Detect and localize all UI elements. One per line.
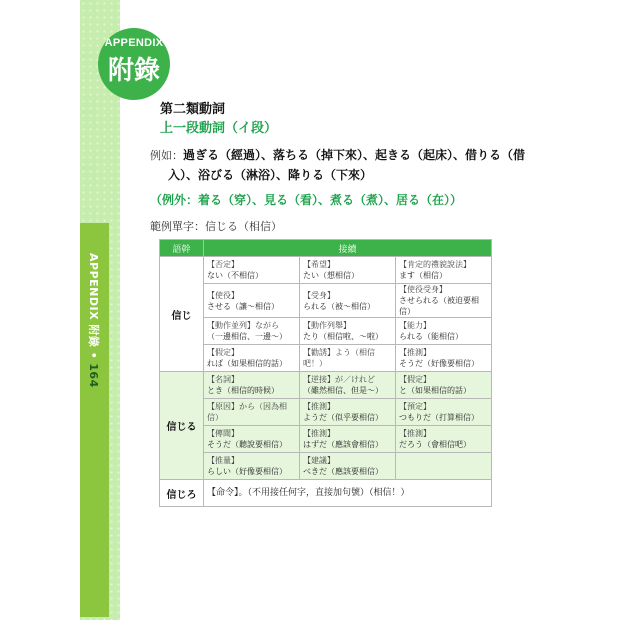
badge-top-text: APPENDIX [104, 37, 164, 49]
conjugation-label: 【建議】 [303, 456, 335, 465]
conjugation-label: 【原因】から（因為相信） [207, 402, 287, 422]
conjugation-label: 【推量】 [207, 456, 239, 465]
conjugation-cell [396, 399, 492, 426]
conjugation-value: そうだ（好像要相信） [399, 359, 479, 368]
conjugation-value: ようだ（似乎要相信） [303, 413, 383, 422]
conjugation-value: とき（相信的時候） [207, 386, 279, 395]
conjugation-value: だろう（會相信吧） [399, 440, 471, 449]
conjugation-cell [204, 345, 300, 372]
conjugation-label: 【希望】 [303, 260, 335, 269]
conjugation-value: そうだ（聽說要相信） [207, 440, 287, 449]
conjugation-value: れば（如果相信的話） [207, 359, 287, 368]
table-row [160, 399, 492, 426]
conjugation-value: たい（想相信） [303, 271, 359, 280]
table-row [160, 318, 492, 345]
conjugation-label: 【肯定的禮貌說法】 [399, 260, 471, 269]
command-cell: 【命令】。（不用接任何字，直接加句號）（相信！） [204, 480, 492, 507]
stem-cell: 信じろ [160, 480, 204, 507]
conjugation-cell [396, 345, 492, 372]
conjugation-cell [300, 284, 396, 318]
page-number: 164 [87, 363, 100, 388]
conjugation-label: 【推測】 [303, 402, 335, 411]
conjugation-label: 【動作並列】ながら [207, 321, 279, 330]
sample-word-line: 範例單字：信じる（相信） [150, 220, 282, 233]
conjugation-cell [396, 426, 492, 453]
conjugation-label: 【能力】 [399, 321, 431, 330]
conjugation-cell [300, 399, 396, 426]
conjugation-value: させる（讓～相信） [207, 301, 279, 311]
stem-cell: 信じる [160, 372, 204, 480]
appendix-badge [98, 28, 170, 100]
conjugation-label: 【逆接】が／けれど [303, 375, 375, 384]
table-row [160, 284, 492, 318]
stem-cell: 信じ [160, 257, 204, 372]
conjugation-value: と（如果相信的話） [399, 386, 471, 395]
table-row [160, 345, 492, 372]
conjugation-cell [204, 399, 300, 426]
table-row [160, 257, 492, 284]
table-row [160, 453, 492, 480]
header-connection: 接續 [204, 240, 492, 257]
conjugation-cell [396, 284, 492, 318]
conjugation-label: 【假定】 [207, 348, 239, 357]
header-stem: 語幹 [160, 240, 204, 257]
conjugation-label: 【推測】 [303, 429, 335, 438]
conjugation-cell [300, 453, 396, 480]
conjugation-label: 【名詞】 [207, 375, 239, 384]
conjugation-value: ます（相信） [399, 271, 447, 280]
conjugation-label: 【傳聞】 [207, 429, 239, 438]
conjugation-cell [204, 284, 300, 318]
conjugation-cell [204, 372, 300, 399]
conjugation-value: べきだ（應該要相信） [303, 467, 383, 476]
conjugation-cell [396, 257, 492, 284]
conjugation-cell [204, 318, 300, 345]
conjugation-label: 【預定】 [399, 402, 431, 411]
conjugation-label: 【否定】 [207, 260, 239, 269]
conjugation-label: 【假定】 [399, 375, 431, 384]
conjugation-label: 【使役受身】 [399, 285, 447, 294]
conjugation-cell [396, 453, 492, 480]
conjugation-label: 【推測】 [399, 348, 431, 357]
conjugation-cell [300, 257, 396, 284]
conjugation-cell [204, 257, 300, 284]
conjugation-label: 【動作列舉】 [303, 321, 351, 330]
badge-bottom-text: 附錄 [107, 56, 160, 86]
conjugation-label: 【使役】 [207, 290, 239, 300]
conjugation-cell [396, 372, 492, 399]
conjugation-cell [204, 426, 300, 453]
conjugation-cell [300, 318, 396, 345]
conjugation-value: たり（相信啦、～啦） [303, 332, 383, 341]
exceptions-line: （例外：着る（穿）、見る（看）、煮る（煮）、居る（在）） [150, 193, 463, 207]
conjugation-value: ない（不相信） [207, 271, 263, 280]
conjugation-value: させられる（被迫要相信） [399, 296, 479, 316]
conjugation-cell [204, 453, 300, 480]
conjugation-cell [300, 372, 396, 399]
conjugation-cell [300, 345, 396, 372]
conjugation-value: られる（被～相信） [303, 301, 375, 311]
conjugation-value: （一邊相信、一邊～） [207, 332, 287, 341]
conjugation-label: 【推測】 [399, 429, 431, 438]
side-tab-label: APPENDIX 附錄 •164 [87, 253, 100, 388]
table-row [160, 426, 492, 453]
conjugation-table [159, 239, 492, 507]
section-title: 第二類動詞 [160, 102, 226, 117]
conjugation-value: られる（能相信） [399, 332, 463, 341]
conjugation-value: （雖然相信、但是～） [303, 386, 383, 395]
example-line-1: 例如：過ぎる（經過）、落ちる（掉下來）、起きる（起床）、借りる（借 [150, 148, 526, 162]
section-subtitle: 上一段動詞（イ段） [160, 121, 278, 136]
conjugation-cell [396, 318, 492, 345]
table-row [160, 372, 492, 399]
conjugation-label: 【受身】 [303, 290, 335, 300]
conjugation-cell [300, 426, 396, 453]
conjugation-value: らしい（好像要相信） [207, 467, 287, 476]
conjugation-label: 【勸誘】よう（相信吧！） [303, 348, 375, 368]
conjugation-value: つもりだ（打算相信） [399, 413, 479, 422]
conjugation-value: はずだ（應該會相信） [303, 440, 383, 449]
example-line-2: 入）、浴びる（淋浴）、降りる（下來） [168, 168, 373, 182]
